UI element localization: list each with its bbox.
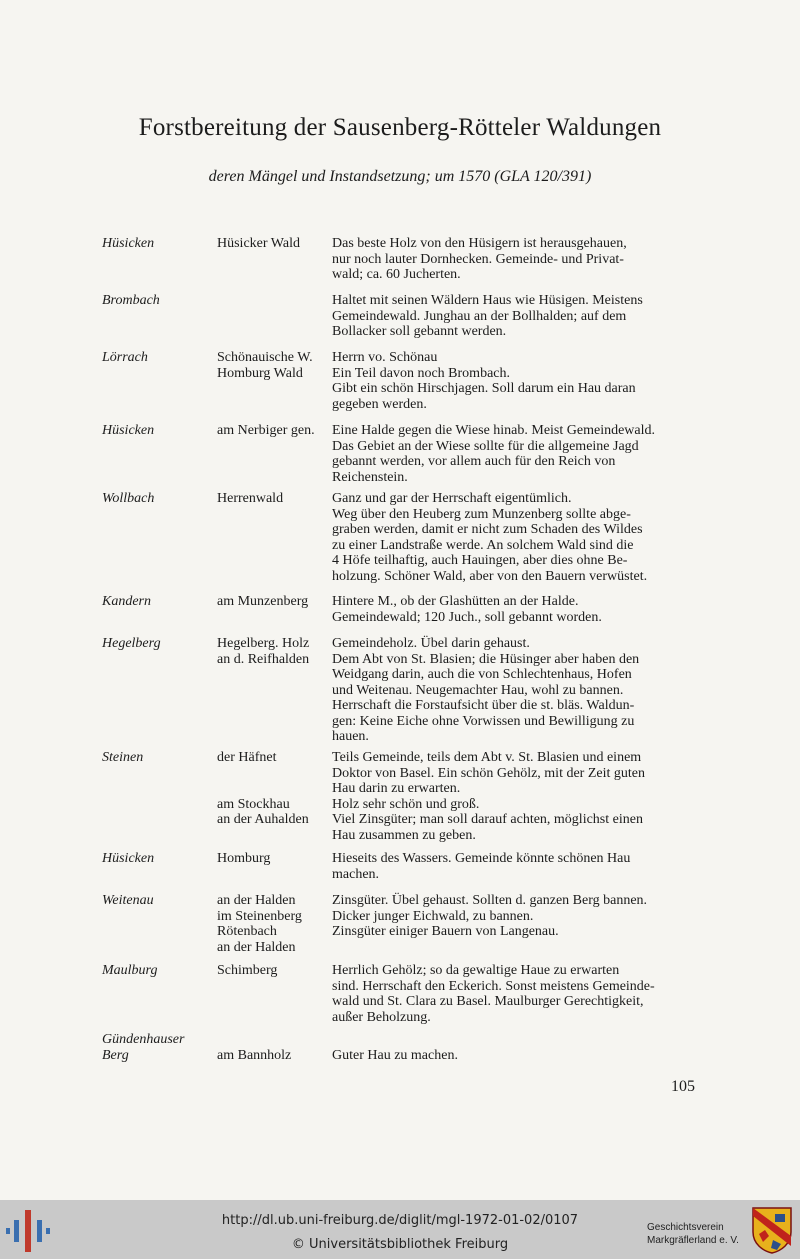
description xyxy=(332,423,698,485)
footer-copyright: © Universitätsbibliothek Freiburg xyxy=(291,1237,509,1252)
place-name-line: Weitenau xyxy=(102,893,154,908)
place-name-line: Hüsicken xyxy=(102,423,155,438)
description-line: gebannt werden, vor allem auch für den Reich von xyxy=(332,454,616,469)
description-line: gen: Keine Eiche ohne Vorwissen und Bewilligung zu xyxy=(332,713,635,729)
place-name-line: Maulburg xyxy=(102,963,158,978)
society-line: Geschichtsverein xyxy=(647,1222,724,1233)
place-name xyxy=(102,963,212,979)
description-line: Reichenstein. xyxy=(332,469,408,485)
description-line: Hintere M., ob der Glashütten an der Halde. xyxy=(332,594,579,609)
description-line: machen. xyxy=(332,866,380,882)
description-line: Eine Halde gegen die Wiese hinab. Meist Gemeindewald. xyxy=(332,423,656,438)
forest-name-line: am Munzenberg xyxy=(217,594,309,609)
forest-name-line: am Bannholz xyxy=(217,1047,292,1063)
description xyxy=(332,491,698,584)
place-name xyxy=(102,293,212,309)
forest-name-line: im Steinenberg xyxy=(217,908,302,924)
description-line: Herrn vo. Schönau xyxy=(332,350,438,365)
description-line: zu einer Landstraße werde. An solchem Wald sind die xyxy=(332,537,634,553)
coat-of-arms-icon xyxy=(751,1206,793,1254)
forest-name xyxy=(217,636,332,667)
description-line: Gemeindeholz. Übel darin gehaust. xyxy=(332,636,530,651)
forest-name xyxy=(217,491,332,507)
place-name xyxy=(102,491,212,507)
forest-name-line: Homburg xyxy=(217,851,271,866)
description-line: 4 Höfe teilhaftig, auch Hauingen, aber dies ohne Be- xyxy=(332,553,628,568)
place-name xyxy=(102,350,212,366)
forest-name xyxy=(217,423,332,439)
description-line: und Weitenau. Neugemachter Hau, wohl zu bannen. xyxy=(332,682,624,698)
description-line: Zinsgüter. Übel gehaust. Sollten d. ganzen Berg bannen. xyxy=(332,893,648,908)
description-line: Dem Abt von St. Blasien; die Hüsinger aber haben den xyxy=(332,651,640,667)
description-line: Das beste Holz von den Hüsigern ist herausgehauen, xyxy=(332,236,627,251)
forest-name-line: Herrenwald xyxy=(217,491,284,506)
description-line: Weidgang darin, auch die von Schlechtenhaus, Hofen xyxy=(332,667,632,682)
description xyxy=(332,851,698,882)
description-line: Viel Zinsgüter; man soll darauf achten, möglichst einen xyxy=(332,812,643,827)
page-subtitle: deren Mängel und Instandsetzung; um 1570 (GLA 120/391) xyxy=(208,168,592,185)
forest-name-line: Rötenbach xyxy=(217,924,277,939)
place-name-line: Gündenhauser xyxy=(102,1032,185,1047)
forest-name-line xyxy=(217,781,332,797)
forest-name-line: Hegelberg. Holz xyxy=(217,636,310,651)
place-name xyxy=(102,750,212,766)
forest-name xyxy=(217,350,332,381)
forest-name-line xyxy=(217,766,332,782)
description-line: nur noch lauter Dornhecken. Gemeinde- und Privat- xyxy=(332,251,624,267)
place-name-line: Brombach xyxy=(102,293,160,308)
description xyxy=(332,636,698,745)
forest-name-line: Schimberg xyxy=(217,963,278,978)
forest-name-line: der Häfnet xyxy=(217,750,277,765)
description-line: Bollacker soll gebannt werden. xyxy=(332,324,507,339)
description-line: wald; ca. 60 Jucherten. xyxy=(332,267,461,282)
forest-name-line: an der Halden xyxy=(217,893,296,908)
description-line: Gibt ein schön Hirschjagen. Soll darum ein Hau daran xyxy=(332,381,636,396)
description xyxy=(332,594,698,625)
place-name xyxy=(102,1032,212,1063)
place-name-line: Steinen xyxy=(102,750,144,765)
place-name-line: Kandern xyxy=(102,594,151,609)
place-name xyxy=(102,851,212,867)
place-name-line: Lörrach xyxy=(102,350,148,365)
forest-name-line: am Stockhau xyxy=(217,796,290,812)
description-line: wald und St. Clara zu Basel. Maulburger Gerechtigkeit, xyxy=(332,994,644,1009)
description xyxy=(332,293,698,340)
forest-name xyxy=(217,594,332,610)
description-line: Hau zusammen zu geben. xyxy=(332,827,476,843)
description-line: Zinsgüter einiger Bauern von Langenau. xyxy=(332,924,559,939)
forest-name xyxy=(217,963,332,979)
description-line: Herrlich Gehölz; so da gewaltige Haue zu erwarten xyxy=(332,963,620,978)
forest-name xyxy=(217,1032,332,1063)
description-line: Ein Teil davon noch Brombach. xyxy=(332,365,511,381)
description-line: gegeben werden. xyxy=(332,396,427,412)
description-line: hauen. xyxy=(332,729,369,744)
forest-name xyxy=(217,893,332,955)
description-line: Guter Hau zu machen. xyxy=(332,1047,458,1063)
forest-name-line: am Nerbiger gen. xyxy=(217,423,315,438)
society-line: Markgräflerland e. V. xyxy=(647,1235,739,1246)
forest-name-line: Schönauische W. xyxy=(217,350,313,365)
description-line: Gemeindewald; 120 Juch., soll gebannt worden. xyxy=(332,609,602,625)
description-line: Das Gebiet an der Wiese sollte für die allgemeine Jagd xyxy=(332,438,639,454)
description-line: außer Beholzung. xyxy=(332,1009,431,1025)
place-name xyxy=(102,236,212,252)
place-name-line: Wollbach xyxy=(102,491,155,506)
description-line: Dicker junger Eichwald, zu bannen. xyxy=(332,908,534,924)
description-line: Gemeindewald. Junghau an der Bollhalden; auf dem xyxy=(332,308,627,324)
forest-name-line: an der Halden xyxy=(217,939,296,955)
place-name xyxy=(102,636,212,652)
description xyxy=(332,236,698,283)
description-line: Teils Gemeinde, teils dem Abt v. St. Blasien und einem xyxy=(332,750,642,765)
place-name xyxy=(102,594,212,610)
page-number: 105 xyxy=(671,1078,695,1095)
forest-name-line: Homburg Wald xyxy=(217,365,303,381)
forest-name-line: an der Auhalden xyxy=(217,812,309,827)
description-line: graben werden, damit er nicht zum Schaden des Wildes xyxy=(332,522,643,537)
description-line: Hau darin zu erwarten. xyxy=(332,781,461,796)
description xyxy=(332,750,698,843)
place-name-line: Hegelberg xyxy=(102,636,161,651)
footer-url-link[interactable]: http://dl.ub.uni-freiburg.de/diglit/mgl-1972-01-02/0107 xyxy=(221,1213,579,1228)
forest-name-line: an d. Reifhalden xyxy=(217,651,310,667)
description-line: Hieseits des Wassers. Gemeinde könnte schönen Hau xyxy=(332,851,631,866)
description xyxy=(332,350,698,412)
forest-name xyxy=(217,750,332,828)
forest-name-line: Hüsicker Wald xyxy=(217,236,300,251)
place-name xyxy=(102,423,212,439)
description-line: Ganz und gar der Herrschaft eigentümlich. xyxy=(332,491,572,506)
forest-name-line xyxy=(217,1032,332,1048)
place-name xyxy=(102,893,212,909)
page-title: Forstbereitung der Sausenberg-Rötteler Waldungen xyxy=(138,114,662,141)
description-line: Doktor von Basel. Ein schön Gehölz, mit der Zeit guten xyxy=(332,765,645,781)
description-line: Haltet mit seinen Wäldern Haus wie Hüsigen. Meistens xyxy=(332,293,643,308)
description-line xyxy=(332,1032,698,1048)
forest-name xyxy=(217,851,332,867)
description xyxy=(332,963,698,1025)
description-line: holzung. Schöner Wald, aber von den Bauern verwüstet. xyxy=(332,568,648,584)
description-line: Herrschaft die Forstaufsicht über die st. bläs. Waldun- xyxy=(332,698,635,713)
place-name-line: Hüsicken xyxy=(102,851,155,866)
description-line: Holz sehr schön und groß. xyxy=(332,796,480,812)
society-name xyxy=(647,1221,757,1247)
place-name-line: Hüsicken xyxy=(102,236,155,251)
forest-name xyxy=(217,236,332,252)
description xyxy=(332,893,698,940)
description xyxy=(332,1032,698,1063)
description-line: sind. Herrschaft den Eckerich. Sonst meistens Gemeinde- xyxy=(332,978,655,994)
place-name-line: Berg xyxy=(102,1047,129,1063)
description-line: Weg über den Heuberg zum Munzenberg sollte abge- xyxy=(332,506,631,522)
